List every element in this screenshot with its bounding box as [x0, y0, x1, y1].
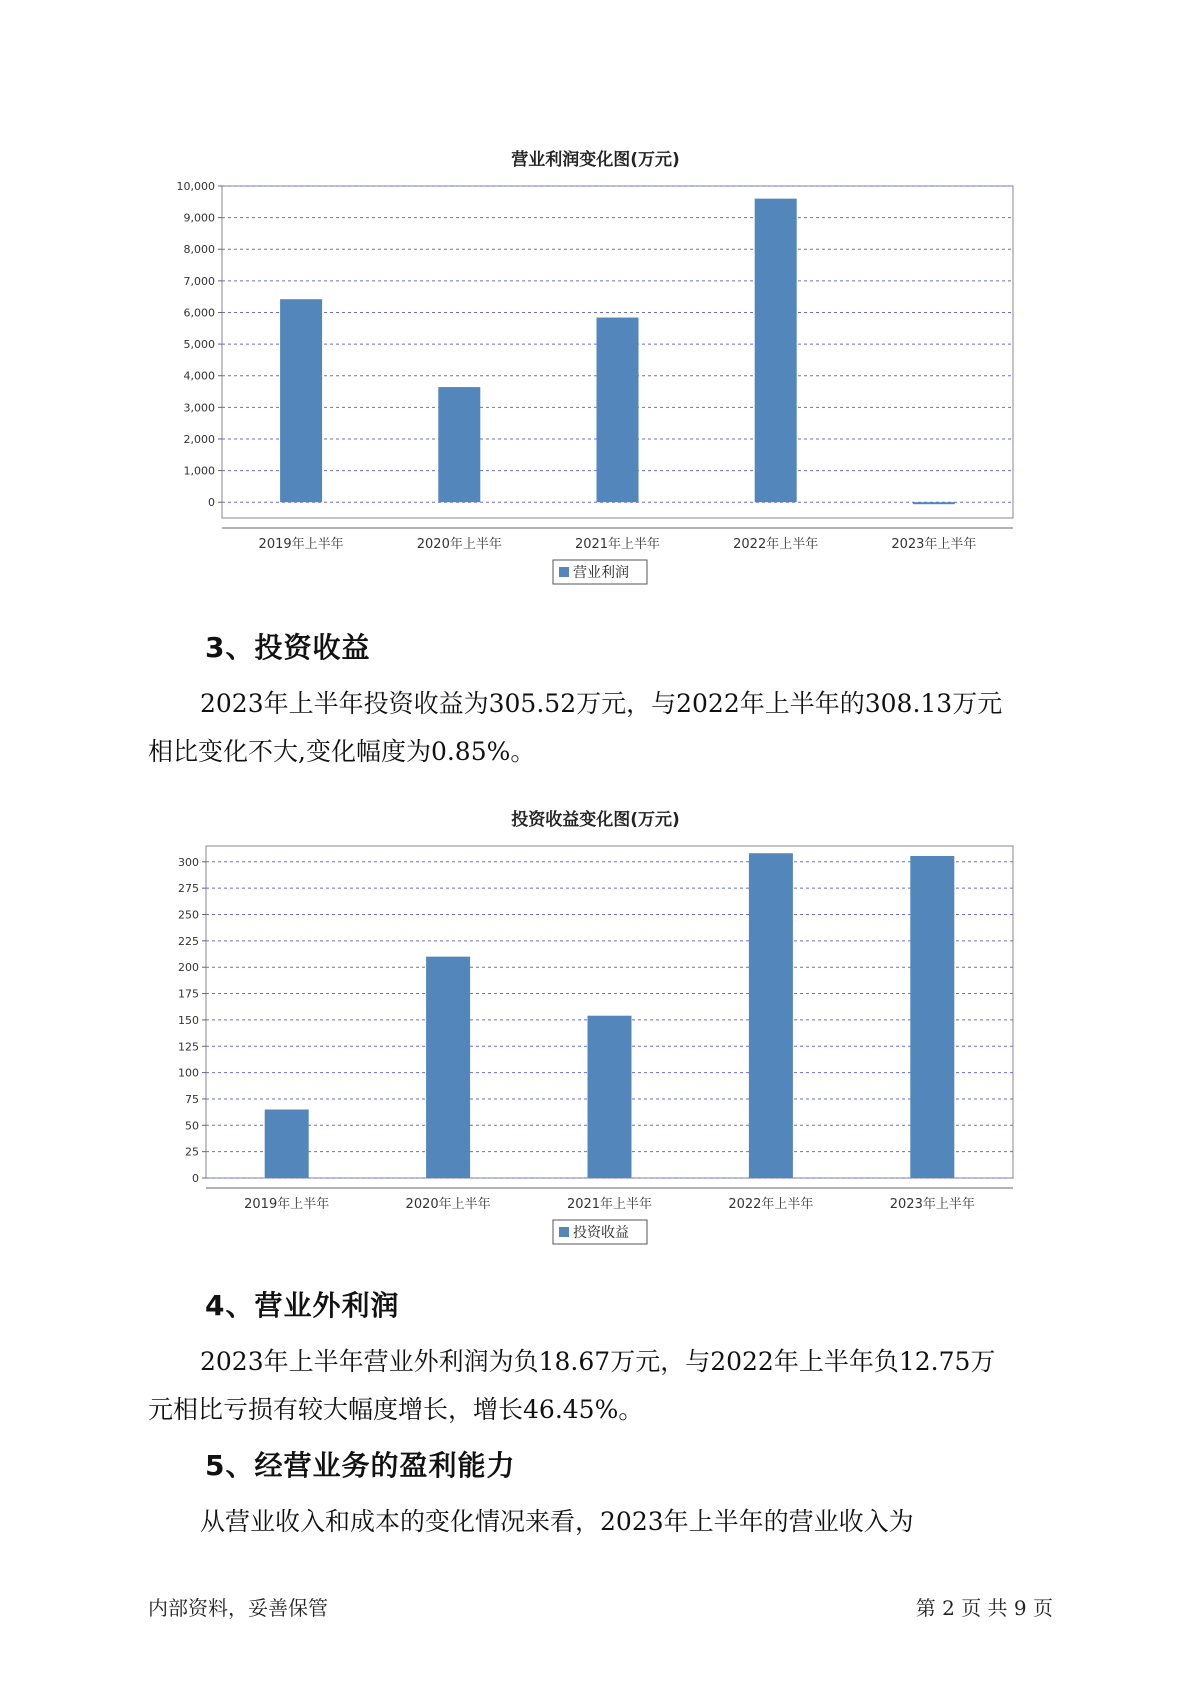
x-tick-label: 2021年上半年 — [566, 1197, 653, 1212]
chart-legend — [553, 560, 647, 584]
bar — [913, 502, 955, 504]
paragraph-line: 元相比亏损有较大幅度增长，增长46.45%。 — [148, 1395, 644, 1424]
x-tick-label: 2019年上半年 — [244, 1197, 330, 1212]
paragraph-line: 2023年上半年投资收益为305.52万元，与2022年上半年的308.13万元 — [200, 689, 1003, 718]
chart-title-investment-income: 投资收益变化图(万元) — [511, 810, 680, 830]
paragraph-line: 相比变化不大,变化幅度为0.85%。 — [148, 737, 536, 766]
bar — [910, 856, 954, 1178]
y-tick-label: 25 — [185, 1145, 199, 1159]
footer-confidential-note: 内部资料，妥善保管 — [148, 1596, 328, 1620]
y-tick-label: 50 — [185, 1119, 199, 1133]
investment-income-chart — [0, 830, 1191, 1250]
y-tick-label: 0 — [192, 1172, 199, 1185]
legend-swatch — [559, 567, 569, 577]
y-tick-label: 8,000 — [183, 243, 215, 257]
y-tick-label: 75 — [185, 1092, 199, 1106]
y-tick-label: 150 — [178, 1013, 199, 1027]
x-tick-label: 2023年上半年 — [891, 537, 977, 552]
x-tick-label: 2020年上半年 — [405, 1197, 491, 1212]
bar — [265, 1109, 309, 1178]
x-tick-label: 2019年上半年 — [258, 537, 344, 552]
y-tick-label: 225 — [178, 934, 199, 948]
y-tick-label: 275 — [178, 882, 199, 896]
x-tick-label: 2023年上半年 — [889, 1197, 975, 1212]
bar — [749, 853, 793, 1178]
x-tick-label: 2022年上半年 — [728, 1197, 814, 1212]
bar — [280, 299, 322, 502]
x-tick-label: 2022年上半年 — [733, 537, 819, 552]
y-tick-label: 7,000 — [183, 274, 215, 288]
section-heading-investment-income: 3、投资收益 — [205, 631, 371, 664]
section-paragraph-investment-income — [148, 680, 1048, 776]
bar — [597, 318, 639, 503]
legend-label: 营业利润 — [573, 565, 629, 581]
bar — [438, 387, 480, 502]
paragraph-line: 2023年上半年营业外利润为负18.67万元，与2022年上半年负12.75万 — [200, 1347, 996, 1376]
y-tick-label: 4,000 — [183, 369, 215, 383]
operating-profit-chart — [0, 170, 1191, 590]
legend-swatch — [559, 1227, 569, 1237]
y-tick-label: 3,000 — [183, 401, 215, 415]
chart-legend — [553, 1220, 647, 1244]
y-tick-label: 10,000 — [176, 180, 215, 193]
y-tick-label: 200 — [178, 961, 199, 975]
y-tick-label: 125 — [178, 1040, 199, 1054]
bar — [588, 1016, 632, 1178]
y-tick-label: 300 — [178, 855, 199, 869]
bar — [755, 199, 797, 503]
y-tick-label: 2,000 — [183, 432, 215, 446]
legend-label: 投资收益 — [573, 1225, 629, 1241]
chart-title-operating-profit: 营业利润变化图(万元) — [511, 150, 680, 170]
x-tick-label: 2021年上半年 — [574, 537, 661, 552]
section-paragraph-business-profitability — [148, 1498, 1048, 1546]
y-tick-label: 100 — [178, 1066, 199, 1080]
section-paragraph-non-operating-profit — [148, 1338, 1048, 1434]
bar — [426, 957, 470, 1178]
paragraph-line: 从营业收入和成本的变化情况来看，2023年上半年的营业收入为 — [200, 1507, 914, 1536]
y-tick-label: 9,000 — [183, 211, 215, 225]
section-heading-business-profitability: 5、经营业务的盈利能力 — [205, 1449, 516, 1482]
y-tick-label: 250 — [178, 908, 199, 922]
footer-page-number: 第 2 页 共 9 页 — [915, 1596, 1053, 1620]
y-tick-label: 175 — [178, 987, 199, 1001]
y-tick-label: 6,000 — [183, 306, 215, 320]
x-tick-label: 2020年上半年 — [416, 537, 502, 552]
y-tick-label: 0 — [208, 496, 215, 510]
y-tick-label: 1,000 — [183, 464, 215, 478]
section-heading-non-operating-profit: 4、营业外利润 — [205, 1289, 400, 1322]
y-tick-label: 5,000 — [183, 338, 215, 352]
